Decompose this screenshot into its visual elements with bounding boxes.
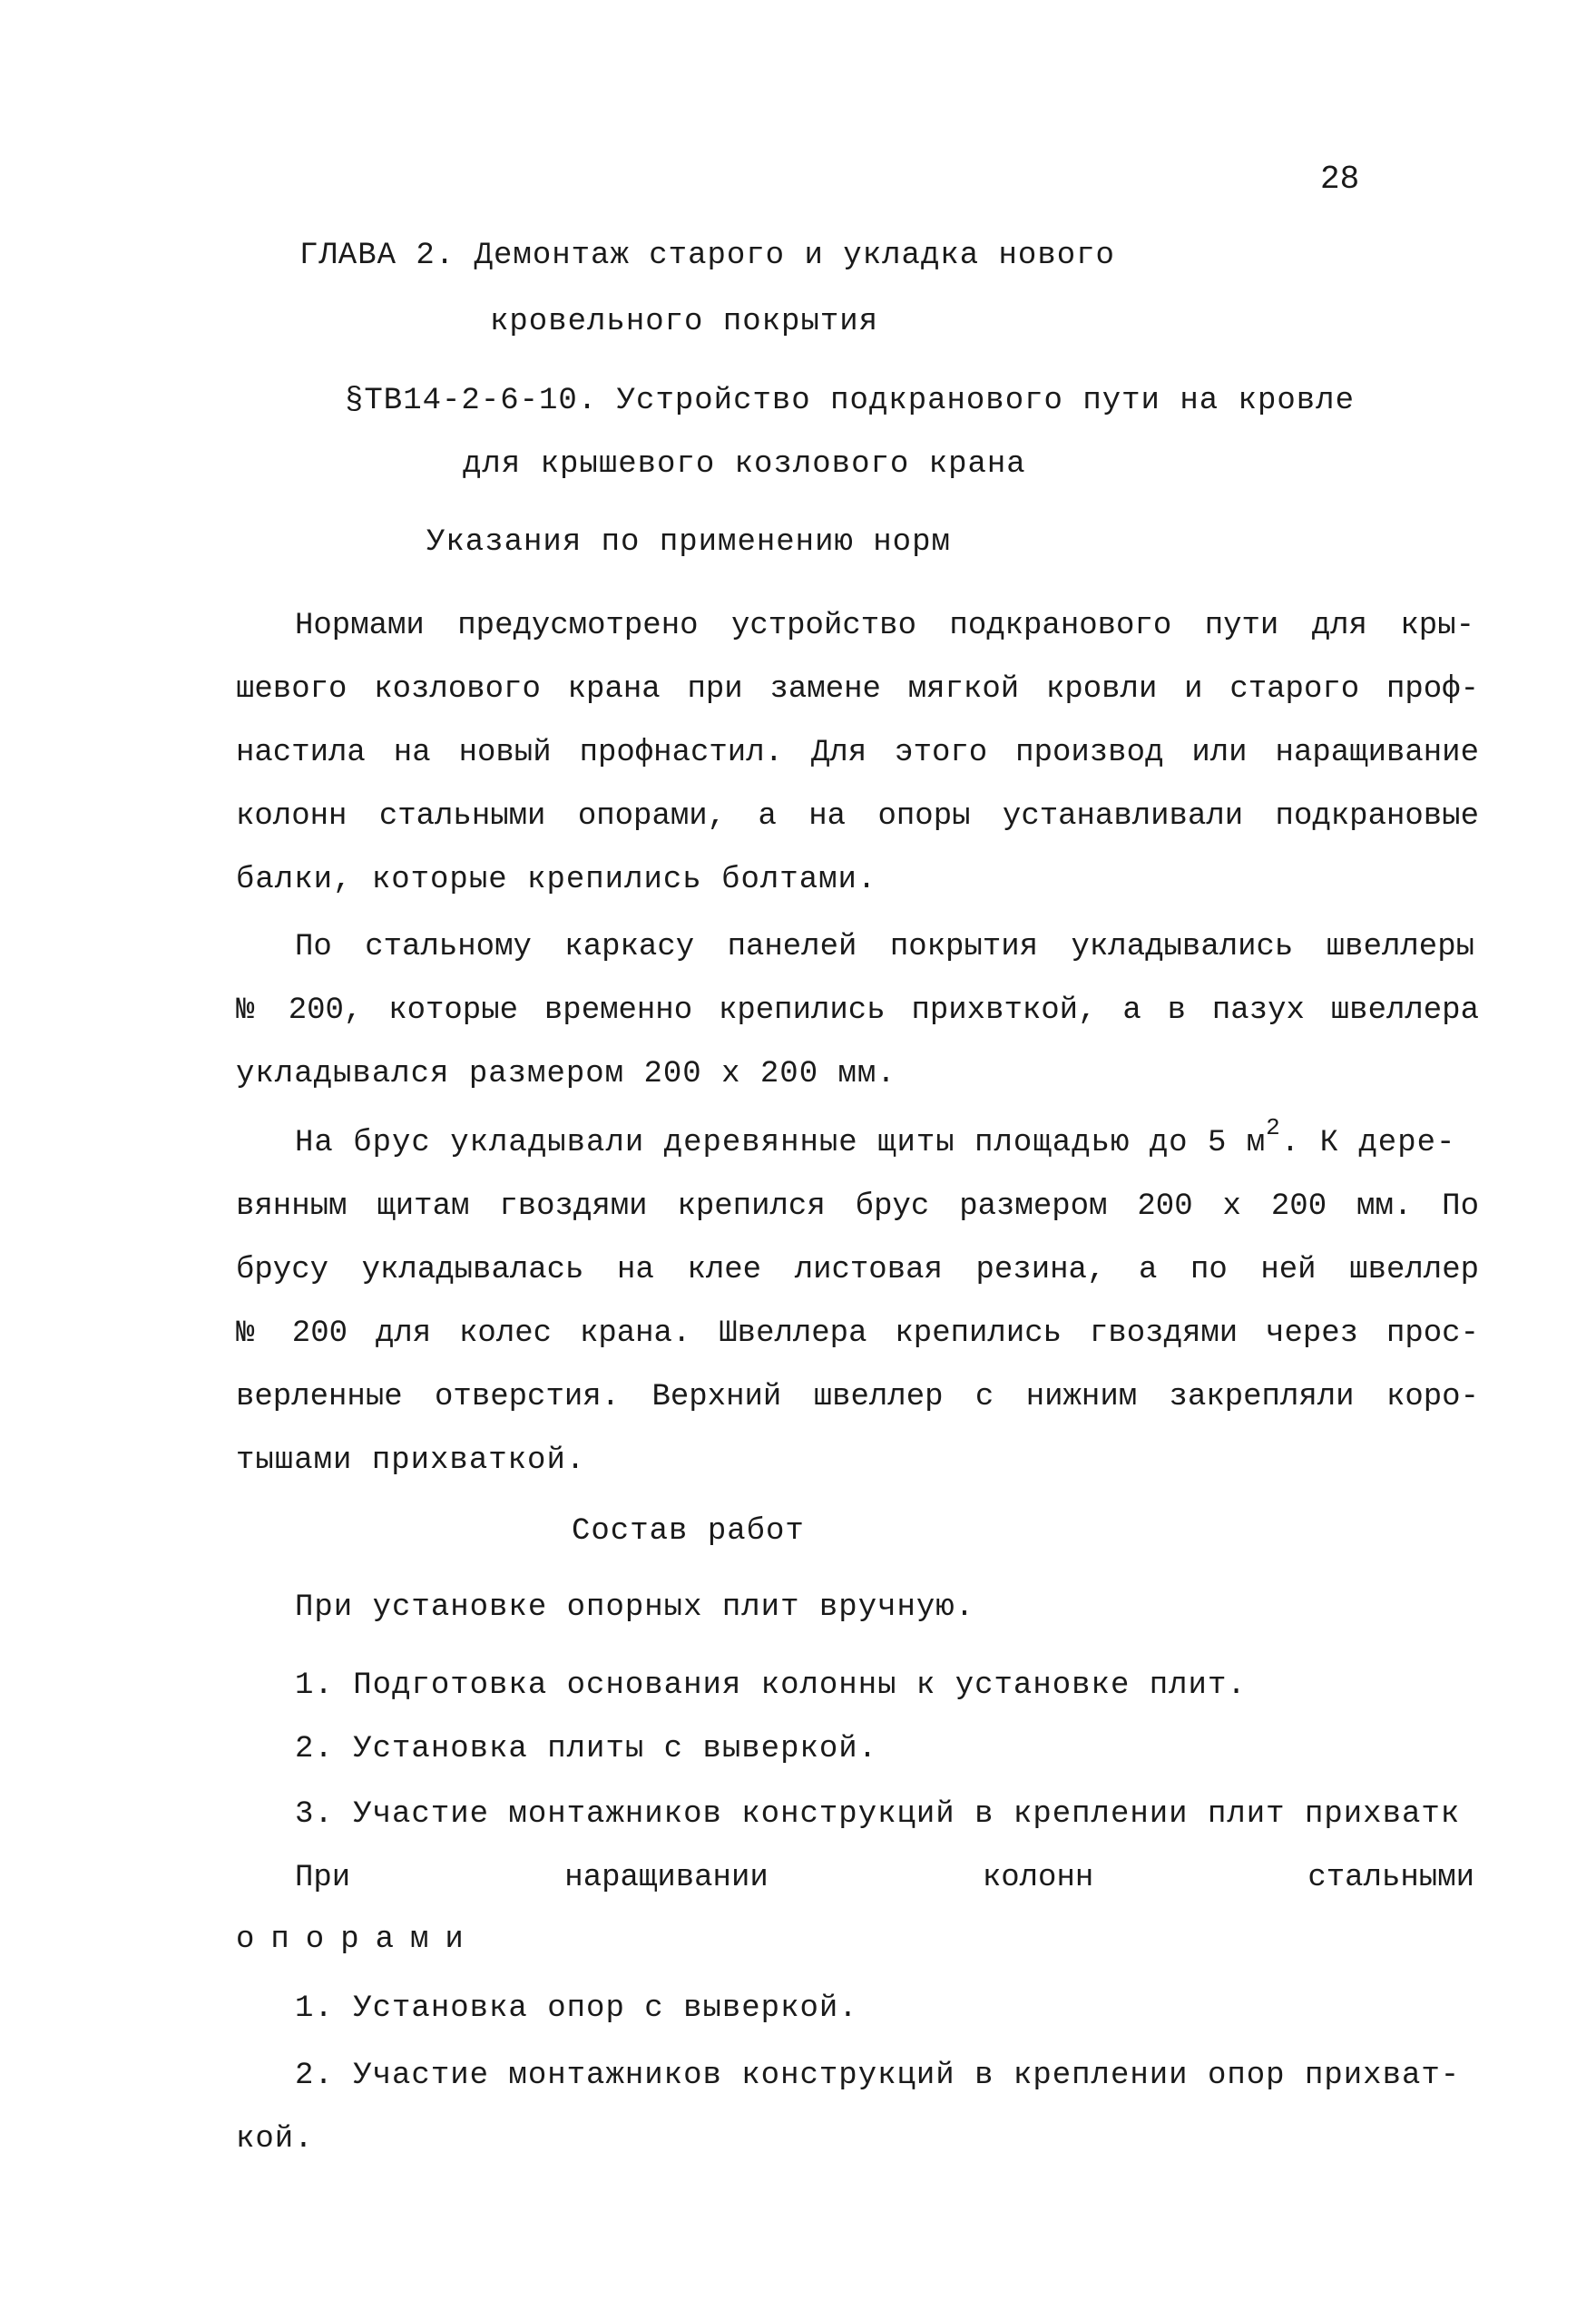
paragraph-1-line-3: настила на новый профнастил. Для этого производ или наращивание xyxy=(236,736,1479,770)
guidance-heading: Указания по применению норм xyxy=(426,525,951,560)
manual-step-2: 2. Установка плиты с выверкой. xyxy=(295,1732,878,1766)
chapter-title-line-1: ГЛАВА 2. Демонтаж старого и укладка нового xyxy=(299,239,1115,273)
paragraph-3-line-1-text: На брус укладывали деревянные щиты площадью до 5 м xyxy=(295,1126,1267,1160)
paragraph-2-line-1: По стальному каркасу панелей покрытия укладывались швеллеры xyxy=(295,930,1474,964)
paragraph-3-line-1 xyxy=(295,1113,1474,1161)
extension-step-1: 1. Установка опор с выверкой. xyxy=(295,1991,858,2026)
extension-heading-line-1: При наращивании колонн стальными xyxy=(295,1861,1474,1895)
paragraph-1-line-4: колонн стальными опорами, а на опоры устанавливали подкрановые xyxy=(236,799,1479,834)
paragraph-3-line-5: верленные отверстия. Верхний швеллер с нижним закрепляли коро- xyxy=(236,1380,1479,1414)
manual-step-3: 3. Участие монтажников конструкций в креплении плит прихватк xyxy=(295,1797,1461,1832)
extension-heading-line-2: опорами xyxy=(236,1922,480,1957)
section-title-line-1: §ТВ14-2-6-10. Устройство подкранового пути на кровле xyxy=(345,384,1355,418)
manual-install-heading: При установке опорных плит вручную. xyxy=(295,1590,975,1625)
work-composition-heading: Состав работ xyxy=(572,1514,805,1549)
paragraph-2-line-3: укладывался размером 200 х 200 мм. xyxy=(236,1057,896,1091)
extension-step-2: 2. Участие монтажников конструкций в креплении опор прихват- xyxy=(295,2059,1461,2093)
section-title-line-2: для крышевого козлового крана xyxy=(463,447,1026,482)
manual-step-1: 1. Подготовка основания колонны к установке плит. xyxy=(295,1668,1247,1703)
extension-step-2-continued: кой. xyxy=(236,2122,314,2157)
paragraph-1-line-2: шевого козлового крана при замене мягкой кровли и старого проф- xyxy=(236,672,1479,707)
paragraph-2-line-2: № 200, которые временно крепились прихвткой, а в пазух швеллера xyxy=(236,993,1479,1028)
paragraph-1-line-1: Нормами предусмотрено устройство подкранового пути для кры- xyxy=(295,609,1474,643)
paragraph-3-line-4: № 200 для колес крана. Швеллера крепились гвоздями через прос- xyxy=(236,1316,1479,1351)
page-number: 28 xyxy=(1320,161,1360,198)
chapter-title-line-2: кровельного покрытия xyxy=(490,305,879,339)
square-superscript: 2 xyxy=(1266,1113,1281,1141)
paragraph-3-line-3: брусу укладывалась на клее листовая резина, а по ней швеллер xyxy=(236,1253,1479,1287)
paragraph-3-line-6: тышами прихваткой. xyxy=(236,1443,586,1478)
paragraph-3-line-2: вянным щитам гвоздями крепился брус размером 200 х 200 мм. По xyxy=(236,1189,1479,1224)
paragraph-1-line-5: балки, которые крепились болтами. xyxy=(236,863,877,897)
paragraph-3-line-1-tail: . К дере- xyxy=(1280,1126,1456,1160)
